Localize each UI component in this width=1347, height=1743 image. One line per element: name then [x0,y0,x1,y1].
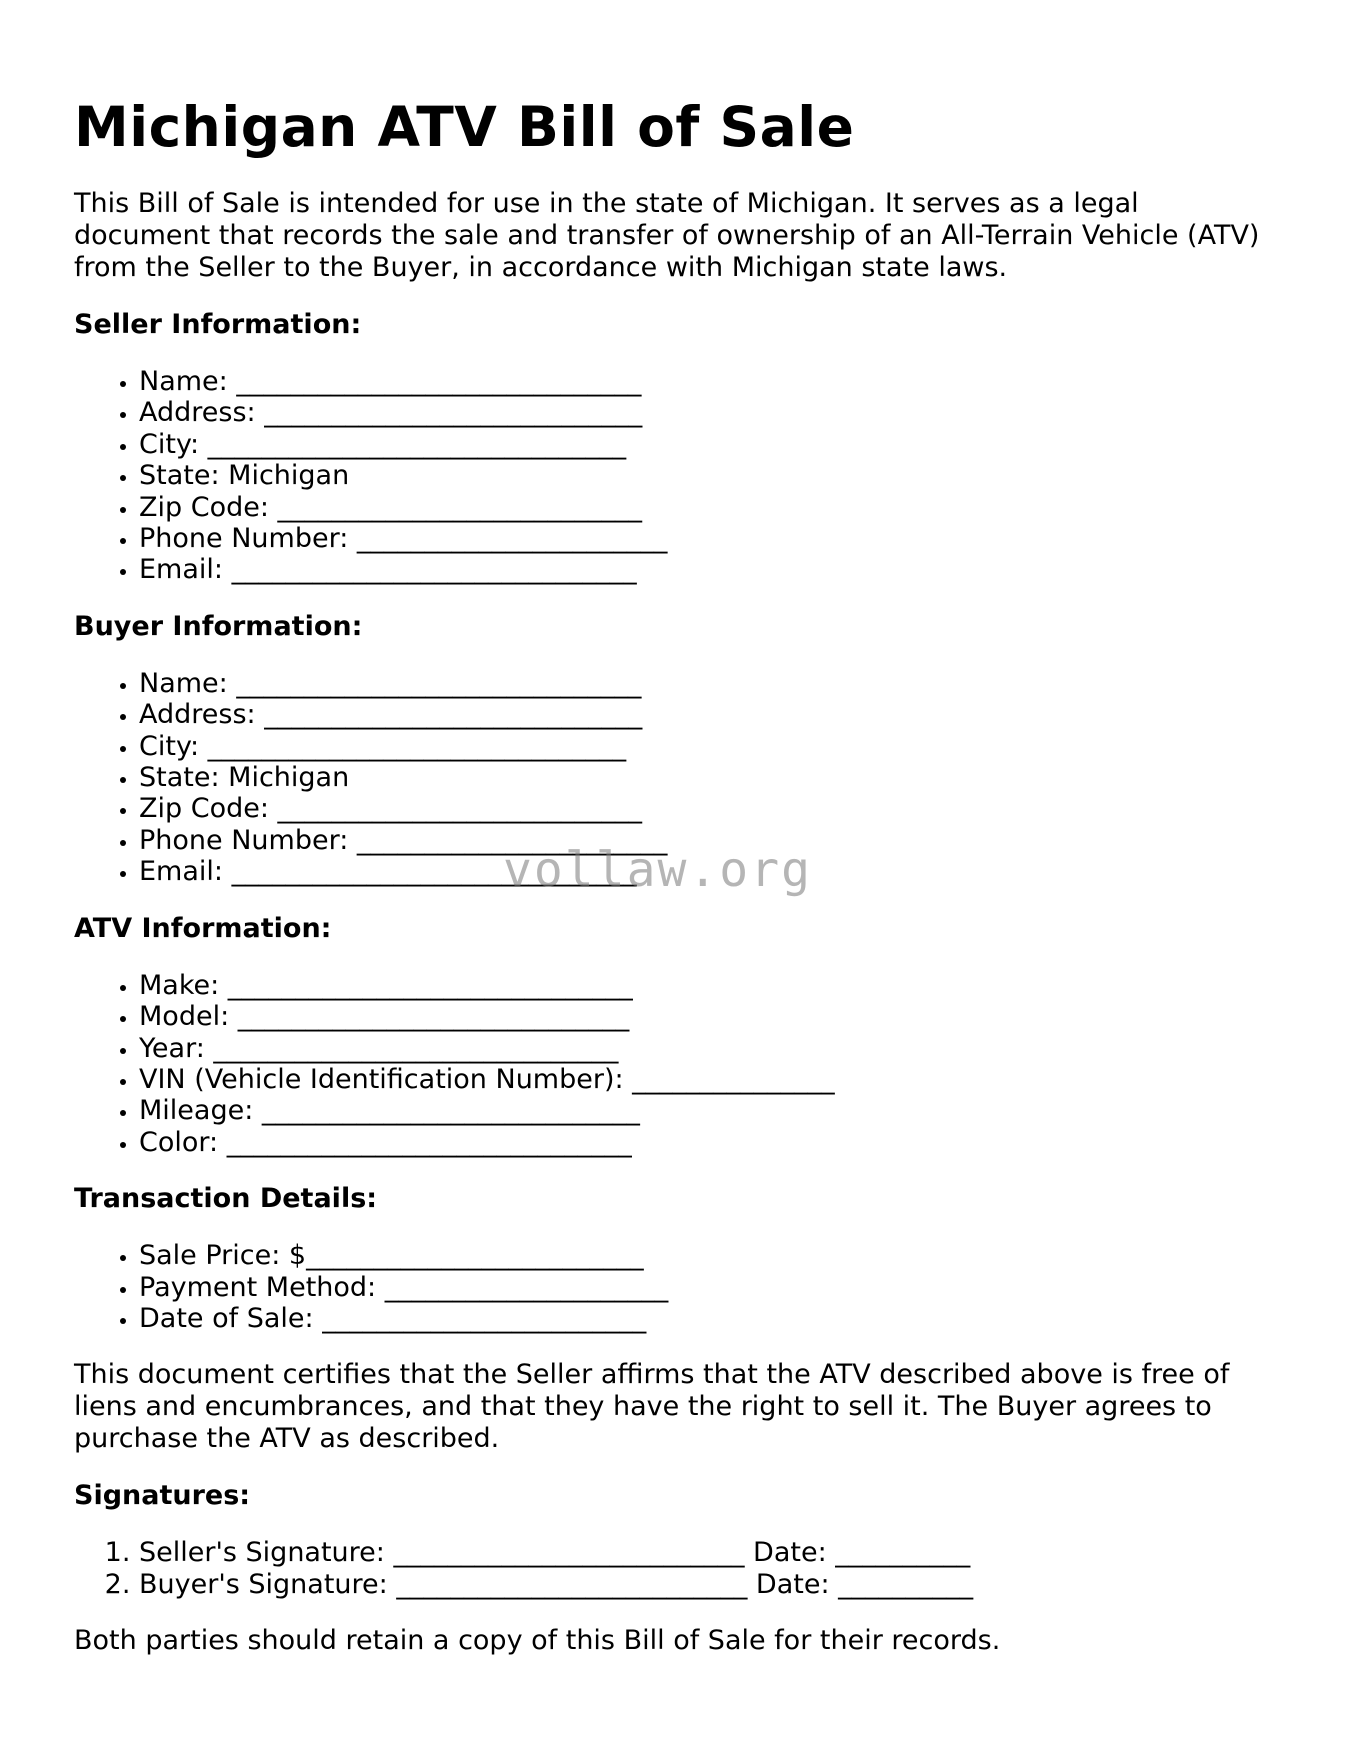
atv-vin-field: • VIN (Vehicle Identification Number): _______________ [139,1064,1294,1095]
seller-state-field: • State: Michigan [139,460,1294,491]
sale-price-field: • Sale Price: $_________________________ [139,1240,1294,1271]
seller-heading: Seller Information: [74,309,362,340]
certification-paragraph: This document certifies that the Seller affirms that the ATV described above is free of liens and encumbrances, and that they have the right to sell it. The Buyer agrees to purchase the ATV as described. [74,1359,1230,1455]
atv-model-field: • Model: _____________________________ [139,1001,1294,1032]
atv-year-field: • Year: ______________________________ [139,1033,1294,1064]
atv-color-field: • Color: ______________________________ [139,1127,1294,1158]
seller-list [74,366,1294,586]
seller-name-field: • Name: ______________________________ [139,366,1294,397]
date-of-sale-field: • Date of Sale: ________________________ [139,1303,1294,1334]
buyer-name-field: • Name: ______________________________ [139,668,1294,699]
buyer-zip-field: • Zip Code: ___________________________ [139,793,1294,824]
signatures-heading: Signatures: [74,1480,251,1512]
closing-paragraph: Both parties should retain a copy of this Bill of Sale for their records. [74,1625,1001,1657]
buyer-city-field: • City: _______________________________ [139,731,1294,762]
seller-zip-field: • Zip Code: ___________________________ [139,492,1294,523]
buyer-heading: Buyer Information: [74,610,363,642]
seller-phone-field: • Phone Number: _______________________ [139,523,1294,554]
atv-heading: ATV Information: [74,912,332,944]
buyer-phone-field: • Phone Number: _______________________ [139,825,1294,856]
atv-list [74,970,1294,1158]
buyer-email-field: • Email: ______________________________ [139,856,1294,887]
watermark: vollaw.org [503,842,812,898]
seller-city-field: • City: _______________________________ [139,429,1294,460]
seller-email-field: • Email: ______________________________ [139,554,1294,585]
atv-mileage-field: • Mileage: ____________________________ [139,1095,1294,1126]
page-title: Michigan ATV Bill of Sale [74,95,855,159]
signatures-list [74,1537,1294,1600]
seller-address-field: • Address: ____________________________ [139,397,1294,428]
seller-signature-line: 1. Seller's Signature: __________________________ Date: __________ [139,1537,1294,1568]
transaction-list [74,1240,1294,1334]
payment-method-field: • Payment Method: _____________________ [139,1272,1294,1303]
buyer-state-field: • State: Michigan [139,762,1294,793]
atv-make-field: • Make: ______________________________ [139,970,1294,1001]
intro-paragraph: This Bill of Sale is intended for use in the state of Michigan. It serves as a legal document that records the sale and transfer of ownership of an All-Terrain Vehicle (ATV) from the Seller to the Buyer, in accordance with Michigan state laws. [74,188,1260,283]
transaction-heading: Transaction Details: [74,1183,378,1215]
buyer-address-field: • Address: ____________________________ [139,699,1294,730]
buyer-signature-line: 2. Buyer's Signature: __________________________ Date: __________ [139,1569,1294,1600]
